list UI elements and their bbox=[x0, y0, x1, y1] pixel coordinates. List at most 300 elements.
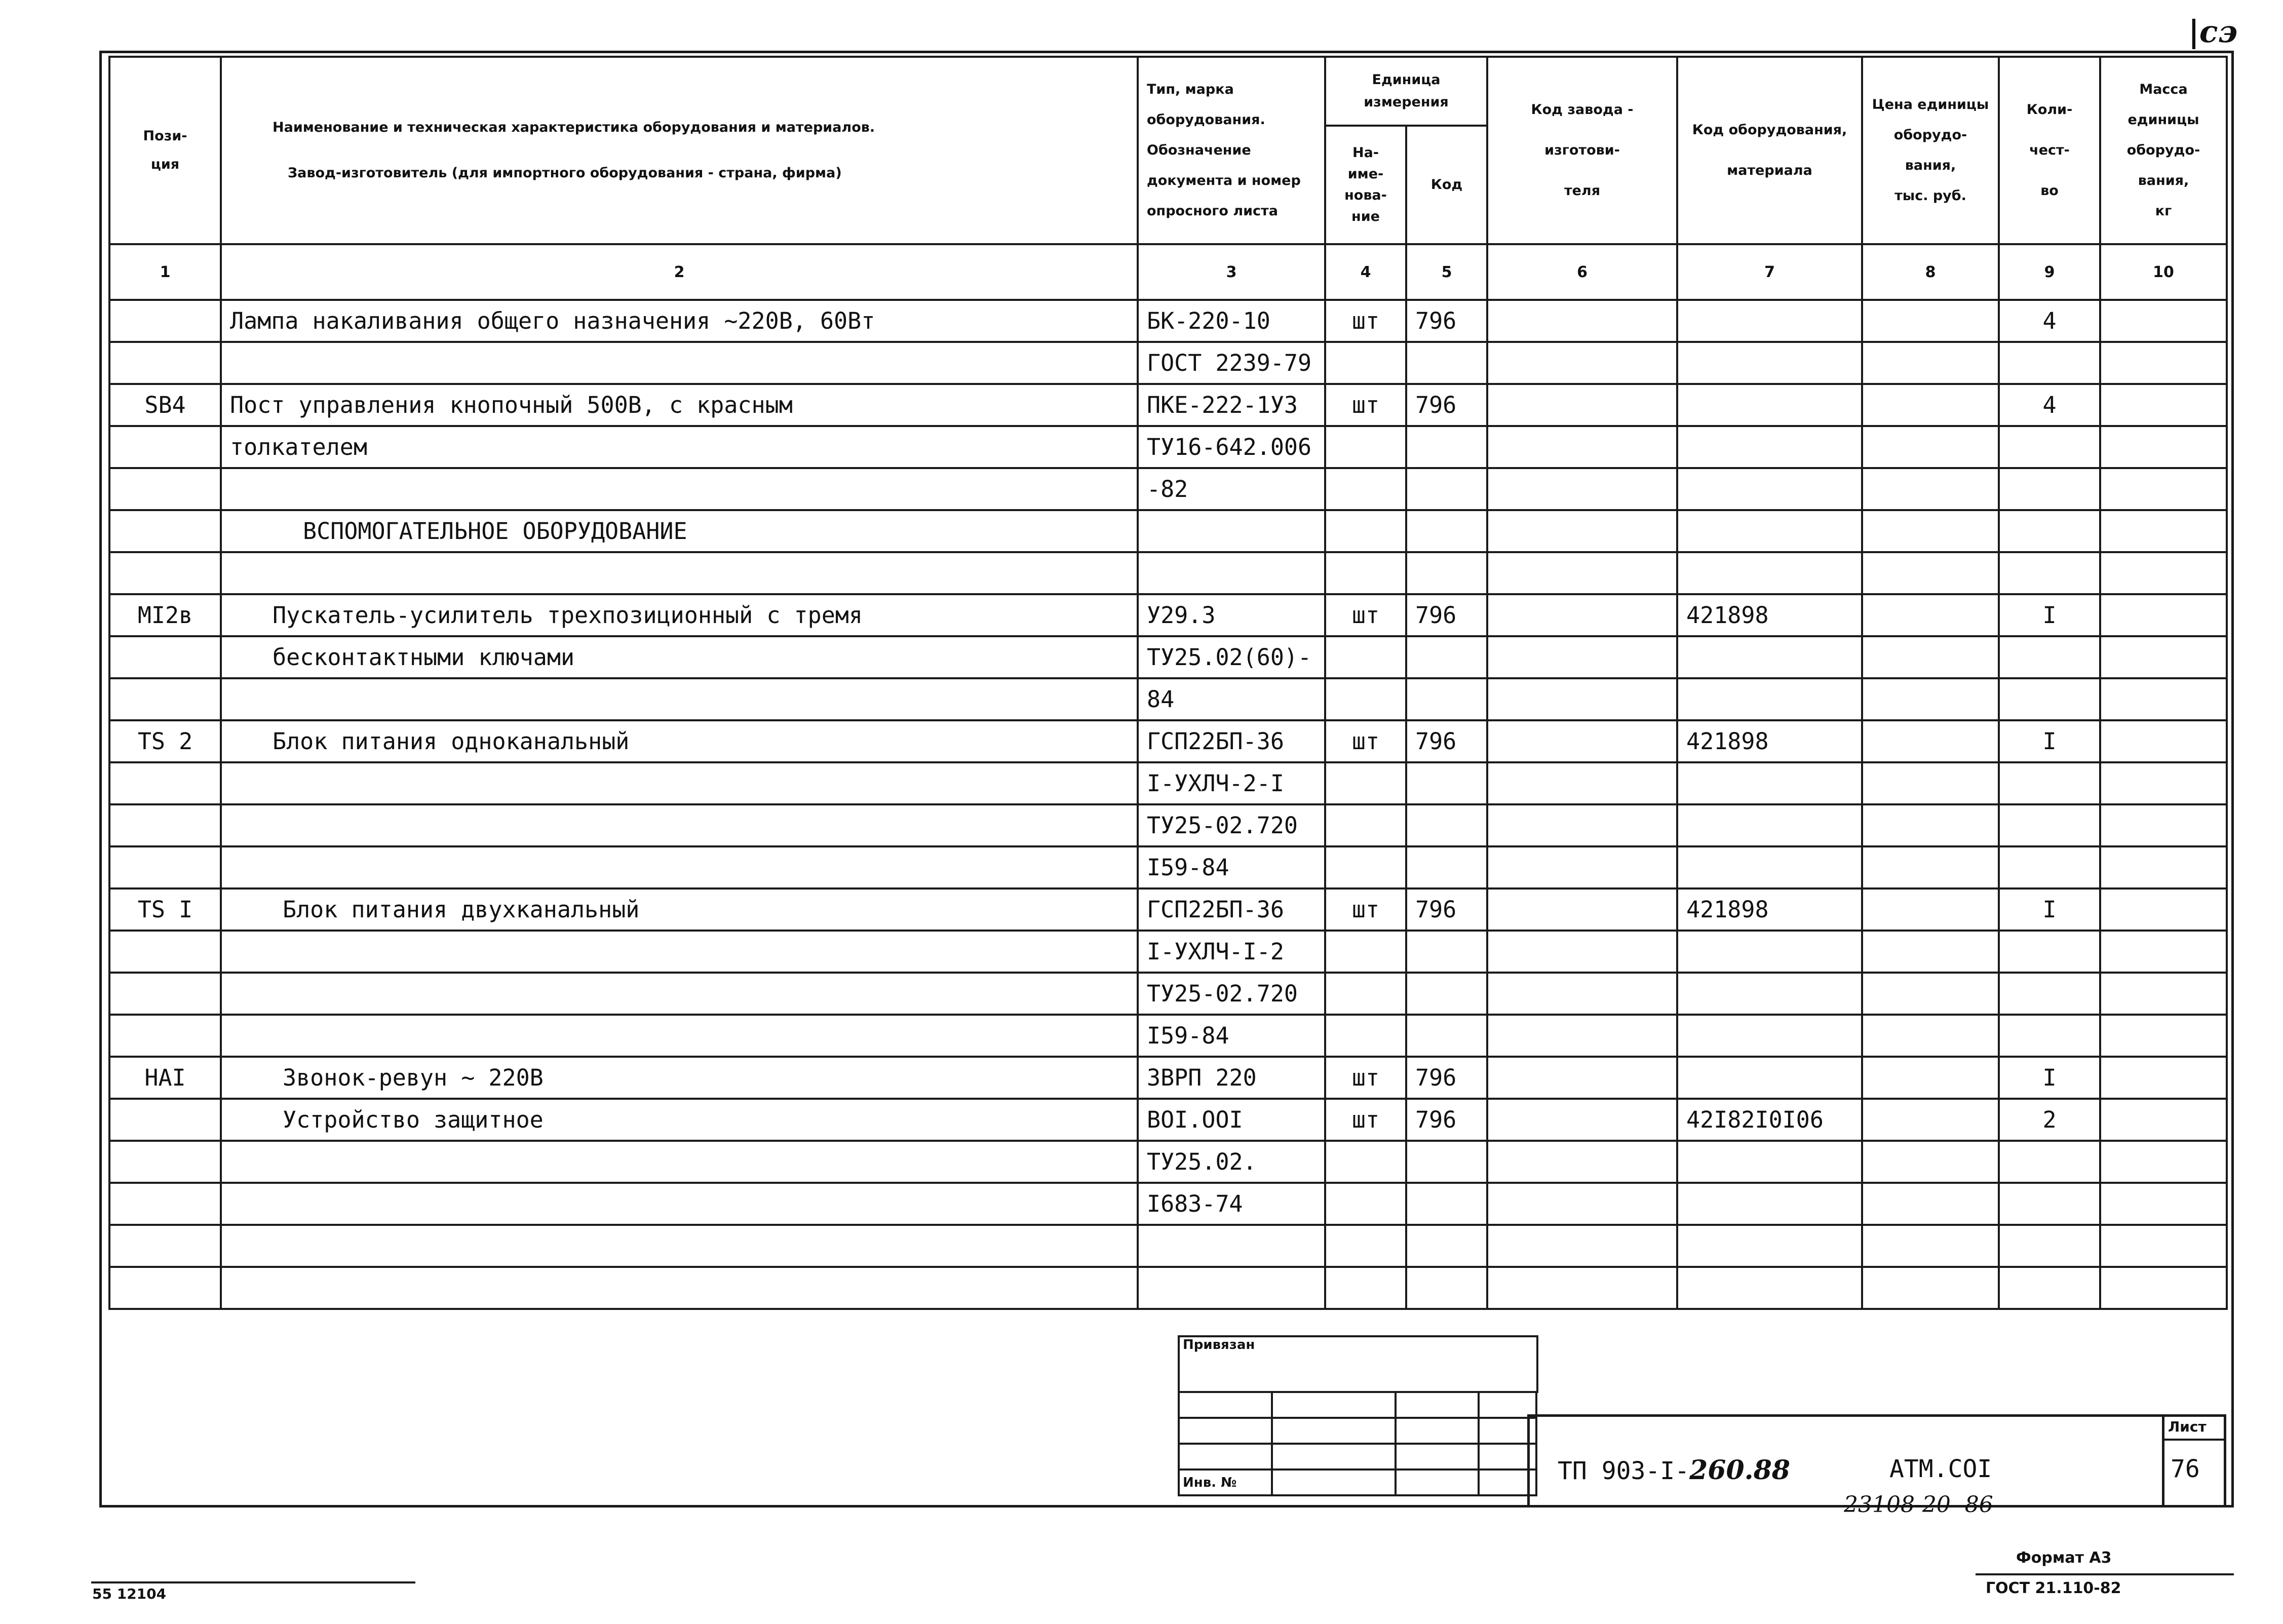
cell-position bbox=[109, 931, 221, 973]
header-equipment-code: Код оборудования, материала bbox=[1677, 57, 1862, 244]
cell-maker-code bbox=[1487, 1225, 1677, 1267]
header-unit-code: Код bbox=[1406, 126, 1487, 244]
cell-type: ТУ25.02(60)- bbox=[1138, 636, 1325, 678]
cell-unit bbox=[1325, 1267, 1406, 1309]
cell-position bbox=[109, 678, 221, 720]
cell-unit bbox=[1325, 846, 1406, 888]
cell-quantity bbox=[1999, 973, 2100, 1015]
header-quantity: Коли- чест- во bbox=[1999, 57, 2100, 244]
document-id: АТМ.СОI bbox=[1889, 1455, 1992, 1483]
cell-quantity bbox=[1999, 846, 2100, 888]
cell-position bbox=[109, 1015, 221, 1057]
cell-price bbox=[1862, 1225, 1999, 1267]
cell-unit-code bbox=[1406, 762, 1487, 804]
cell-price bbox=[1862, 1099, 1999, 1141]
cell-name bbox=[221, 846, 1138, 888]
cell-mass bbox=[2100, 468, 2227, 510]
cell-quantity bbox=[1999, 678, 2100, 720]
table-row bbox=[109, 426, 2227, 468]
cell-type: ТУ25-02.720 bbox=[1138, 973, 1325, 1015]
cell-quantity: 4 bbox=[1999, 384, 2100, 426]
cell-equipment-code bbox=[1677, 1141, 1862, 1183]
cell-quantity bbox=[1999, 468, 2100, 510]
cell-quantity bbox=[1999, 931, 2100, 973]
cell-maker-code bbox=[1487, 300, 1677, 342]
cell-position bbox=[109, 342, 221, 384]
cell-unit: шт bbox=[1325, 384, 1406, 426]
table-row bbox=[109, 804, 2227, 846]
inventory-label: Инв. № bbox=[1183, 1475, 1237, 1490]
cell-maker-code bbox=[1487, 762, 1677, 804]
cell-type: ТУ25-02.720 bbox=[1138, 804, 1325, 846]
header-maker-code: Код завода - изготови- теля bbox=[1487, 57, 1677, 244]
cell-mass bbox=[2100, 931, 2227, 973]
cell-mass bbox=[2100, 636, 2227, 678]
cell-name: бесконтактными ключами bbox=[221, 636, 1138, 678]
cell-mass bbox=[2100, 1057, 2227, 1099]
header-position: Пози- ция bbox=[109, 57, 221, 244]
cell-position bbox=[109, 762, 221, 804]
cell-price bbox=[1862, 384, 1999, 426]
cell-maker-code bbox=[1487, 846, 1677, 888]
cell-unit-code: 796 bbox=[1406, 1057, 1487, 1099]
cell-quantity bbox=[1999, 510, 2100, 552]
table-row bbox=[109, 342, 2227, 384]
cell-unit-code: 796 bbox=[1406, 888, 1487, 931]
cell-unit-code bbox=[1406, 552, 1487, 594]
cell-name: Звонок-ревун ~ 220В bbox=[221, 1057, 1138, 1099]
cell-equipment-code bbox=[1677, 1015, 1862, 1057]
cell-mass bbox=[2100, 846, 2227, 888]
cell-position bbox=[109, 426, 221, 468]
cell-mass bbox=[2100, 973, 2227, 1015]
cell-price bbox=[1862, 1267, 1999, 1309]
cell-quantity bbox=[1999, 1225, 2100, 1267]
cell-quantity bbox=[1999, 1141, 2100, 1183]
cell-unit-code: 796 bbox=[1406, 720, 1487, 762]
column-number: 1 bbox=[109, 244, 221, 300]
cell-type: ГСП22БП-36 bbox=[1138, 888, 1325, 931]
cell-equipment-code bbox=[1677, 1225, 1862, 1267]
cell-maker-code bbox=[1487, 1183, 1677, 1225]
cell-maker-code bbox=[1487, 1141, 1677, 1183]
cell-unit bbox=[1325, 973, 1406, 1015]
cell-equipment-code bbox=[1677, 300, 1862, 342]
cell-position bbox=[109, 1141, 221, 1183]
cell-name bbox=[221, 931, 1138, 973]
cell-mass bbox=[2100, 300, 2227, 342]
cell-unit bbox=[1325, 426, 1406, 468]
cell-type bbox=[1138, 510, 1325, 552]
column-number: 7 bbox=[1677, 244, 1862, 300]
table-row bbox=[109, 300, 2227, 342]
cell-price bbox=[1862, 973, 1999, 1015]
cell-equipment-code bbox=[1677, 468, 1862, 510]
cell-unit-code bbox=[1406, 1225, 1487, 1267]
cell-type: BOI.OOI bbox=[1138, 1099, 1325, 1141]
column-number: 2 bbox=[221, 244, 1138, 300]
header-price: Цена единицы оборудо- вания, тыс. руб. bbox=[1862, 57, 1999, 244]
cell-mass bbox=[2100, 762, 2227, 804]
cell-unit: шт bbox=[1325, 1057, 1406, 1099]
cell-mass bbox=[2100, 384, 2227, 426]
cell-equipment-code: 421898 bbox=[1677, 594, 1862, 636]
table-row bbox=[109, 468, 2227, 510]
cell-name bbox=[221, 1141, 1138, 1183]
cell-type: 84 bbox=[1138, 678, 1325, 720]
cell-mass bbox=[2100, 1099, 2227, 1141]
cell-equipment-code bbox=[1677, 678, 1862, 720]
cell-mass bbox=[2100, 510, 2227, 552]
cell-maker-code bbox=[1487, 384, 1677, 426]
table-row bbox=[109, 1015, 2227, 1057]
cell-price bbox=[1862, 846, 1999, 888]
cell-price bbox=[1862, 594, 1999, 636]
cell-mass bbox=[2100, 1267, 2227, 1309]
cell-maker-code bbox=[1487, 973, 1677, 1015]
cell-name bbox=[221, 468, 1138, 510]
cell-mass bbox=[2100, 1225, 2227, 1267]
cell-position bbox=[109, 804, 221, 846]
cell-quantity: I bbox=[1999, 1057, 2100, 1099]
cell-type bbox=[1138, 1267, 1325, 1309]
cell-price bbox=[1862, 1141, 1999, 1183]
cell-type: I-УХЛЧ-I-2 bbox=[1138, 931, 1325, 973]
cell-unit-code bbox=[1406, 1015, 1487, 1057]
header-type: Тип, марка оборудования. Обозначение документа и номер опросного листа bbox=[1138, 57, 1325, 244]
cell-price bbox=[1862, 468, 1999, 510]
cell-price bbox=[1862, 762, 1999, 804]
cell-price bbox=[1862, 720, 1999, 762]
cell-equipment-code bbox=[1677, 762, 1862, 804]
cell-unit bbox=[1325, 636, 1406, 678]
cell-maker-code bbox=[1487, 594, 1677, 636]
cell-unit bbox=[1325, 1225, 1406, 1267]
cell-quantity bbox=[1999, 804, 2100, 846]
cell-position bbox=[109, 510, 221, 552]
cell-quantity: 2 bbox=[1999, 1099, 2100, 1141]
cell-maker-code bbox=[1487, 342, 1677, 384]
cell-quantity bbox=[1999, 762, 2100, 804]
cell-unit bbox=[1325, 1015, 1406, 1057]
cell-unit bbox=[1325, 342, 1406, 384]
cell-equipment-code bbox=[1677, 846, 1862, 888]
cell-equipment-code: 421898 bbox=[1677, 720, 1862, 762]
cell-position: TS 2 bbox=[109, 720, 221, 762]
cell-type: ТУ25.02. bbox=[1138, 1141, 1325, 1183]
table-row bbox=[109, 1099, 2227, 1141]
archive-number: 23108-20 86 bbox=[1844, 1492, 1993, 1518]
cell-mass bbox=[2100, 804, 2227, 846]
cell-maker-code bbox=[1487, 1057, 1677, 1099]
cell-unit bbox=[1325, 510, 1406, 552]
cell-price bbox=[1862, 342, 1999, 384]
cell-price bbox=[1862, 426, 1999, 468]
column-number: 6 bbox=[1487, 244, 1677, 300]
cell-unit-code bbox=[1406, 468, 1487, 510]
table-row bbox=[109, 1141, 2227, 1183]
cell-equipment-code bbox=[1677, 1183, 1862, 1225]
table-row bbox=[109, 720, 2227, 762]
table-row bbox=[109, 510, 2227, 552]
cell-position: HAI bbox=[109, 1057, 221, 1099]
cell-unit bbox=[1325, 1183, 1406, 1225]
cell-type: БК-220-10 bbox=[1138, 300, 1325, 342]
cell-price bbox=[1862, 300, 1999, 342]
cell-quantity: I bbox=[1999, 720, 2100, 762]
cell-equipment-code bbox=[1677, 510, 1862, 552]
cell-mass bbox=[2100, 1141, 2227, 1183]
table-row bbox=[109, 1267, 2227, 1309]
document-code-prefix: ТП 903-I- bbox=[1558, 1457, 1690, 1485]
cell-unit-code bbox=[1406, 931, 1487, 973]
cell-type: ГОСТ 2239-79 bbox=[1138, 342, 1325, 384]
cell-name bbox=[221, 1183, 1138, 1225]
cell-equipment-code: 42I82I0I06 bbox=[1677, 1099, 1862, 1141]
cell-maker-code bbox=[1487, 1267, 1677, 1309]
header-unit-name: На- име- нова- ние bbox=[1325, 126, 1406, 244]
cell-position bbox=[109, 846, 221, 888]
cell-price bbox=[1862, 1183, 1999, 1225]
cell-unit bbox=[1325, 468, 1406, 510]
cell-type: ЗВРП 220 bbox=[1138, 1057, 1325, 1099]
cell-position bbox=[109, 552, 221, 594]
cell-name: Блок питания одноканальный bbox=[221, 720, 1138, 762]
cell-type: I683-74 bbox=[1138, 1183, 1325, 1225]
cell-price bbox=[1862, 678, 1999, 720]
cell-position: MI2в bbox=[109, 594, 221, 636]
table-row bbox=[109, 594, 2227, 636]
cell-position: TS I bbox=[109, 888, 221, 931]
cell-price bbox=[1862, 1057, 1999, 1099]
cell-quantity: I bbox=[1999, 888, 2100, 931]
column-number: 5 bbox=[1406, 244, 1487, 300]
cell-type bbox=[1138, 552, 1325, 594]
cell-equipment-code bbox=[1677, 973, 1862, 1015]
table-row bbox=[109, 762, 2227, 804]
cell-quantity bbox=[1999, 342, 2100, 384]
cell-position bbox=[109, 1183, 221, 1225]
cell-name bbox=[221, 804, 1138, 846]
cell-mass bbox=[2100, 426, 2227, 468]
cell-unit: шт bbox=[1325, 300, 1406, 342]
cell-position bbox=[109, 1267, 221, 1309]
table-header bbox=[109, 57, 2227, 300]
cell-unit-code bbox=[1406, 973, 1487, 1015]
cell-type: У29.3 bbox=[1138, 594, 1325, 636]
cell-mass bbox=[2100, 1183, 2227, 1225]
cell-maker-code bbox=[1487, 636, 1677, 678]
cell-name: Пускатель-усилитель трехпозиционный с тремя bbox=[221, 594, 1138, 636]
cell-unit-code bbox=[1406, 1183, 1487, 1225]
cell-quantity bbox=[1999, 636, 2100, 678]
cell-name: Пост управления кнопочный 500В, с красным bbox=[221, 384, 1138, 426]
header-name-line2: Завод-изготовитель (для импортного оборудования - страна, фирма) bbox=[288, 165, 842, 181]
cell-name bbox=[221, 342, 1138, 384]
cell-maker-code bbox=[1487, 931, 1677, 973]
cell-name: толкателем bbox=[221, 426, 1138, 468]
column-number: 3 bbox=[1138, 244, 1325, 300]
cell-name: Блок питания двухканальный bbox=[221, 888, 1138, 931]
table-row bbox=[109, 846, 2227, 888]
cell-type: ГСП22БП-36 bbox=[1138, 720, 1325, 762]
cell-position bbox=[109, 636, 221, 678]
cell-position bbox=[109, 1225, 221, 1267]
approval-stamp bbox=[1178, 1335, 1538, 1496]
cell-type: ПКЕ-222-1У3 bbox=[1138, 384, 1325, 426]
column-number: 4 bbox=[1325, 244, 1406, 300]
column-number: 10 bbox=[2100, 244, 2227, 300]
cell-name bbox=[221, 678, 1138, 720]
cell-mass bbox=[2100, 678, 2227, 720]
cell-unit bbox=[1325, 804, 1406, 846]
cell-unit: шт bbox=[1325, 720, 1406, 762]
cell-mass bbox=[2100, 1015, 2227, 1057]
cell-equipment-code: 421898 bbox=[1677, 888, 1862, 931]
cell-unit-code bbox=[1406, 342, 1487, 384]
table-row bbox=[109, 973, 2227, 1015]
cell-maker-code bbox=[1487, 468, 1677, 510]
cell-unit-code bbox=[1406, 636, 1487, 678]
cell-type bbox=[1138, 1225, 1325, 1267]
cell-position bbox=[109, 300, 221, 342]
column-number: 8 bbox=[1862, 244, 1999, 300]
cell-position bbox=[109, 468, 221, 510]
table-row bbox=[109, 888, 2227, 931]
cell-maker-code bbox=[1487, 804, 1677, 846]
cell-unit-code: 796 bbox=[1406, 1099, 1487, 1141]
cell-equipment-code bbox=[1677, 636, 1862, 678]
cell-position bbox=[109, 973, 221, 1015]
table-row bbox=[109, 1057, 2227, 1099]
table-row bbox=[109, 931, 2227, 973]
column-numbers-row bbox=[109, 244, 2227, 300]
cell-maker-code bbox=[1487, 426, 1677, 468]
linked-label: Привязан bbox=[1183, 1337, 1255, 1352]
cell-unit-code bbox=[1406, 1267, 1487, 1309]
cell-mass bbox=[2100, 720, 2227, 762]
cell-unit bbox=[1325, 678, 1406, 720]
cell-unit: шт bbox=[1325, 1099, 1406, 1141]
header-name bbox=[221, 57, 1138, 244]
cell-unit: шт bbox=[1325, 594, 1406, 636]
cell-equipment-code bbox=[1677, 804, 1862, 846]
cell-unit-code bbox=[1406, 426, 1487, 468]
sheet-label: Лист bbox=[2168, 1418, 2207, 1435]
cell-type: I-УХЛЧ-2-I bbox=[1138, 762, 1325, 804]
cell-quantity bbox=[1999, 426, 2100, 468]
cell-name bbox=[221, 1267, 1138, 1309]
cell-mass bbox=[2100, 552, 2227, 594]
cell-maker-code bbox=[1487, 678, 1677, 720]
cell-position bbox=[109, 1099, 221, 1141]
cell-unit-code: 796 bbox=[1406, 300, 1487, 342]
cell-maker-code bbox=[1487, 720, 1677, 762]
left-code: 55 12104 bbox=[92, 1586, 167, 1602]
cell-unit-code bbox=[1406, 804, 1487, 846]
table-row bbox=[109, 1225, 2227, 1267]
cell-price bbox=[1862, 636, 1999, 678]
cell-maker-code bbox=[1487, 552, 1677, 594]
cell-name bbox=[221, 762, 1138, 804]
header-mass: Масса единицы оборудо- вания, кг bbox=[2100, 57, 2227, 244]
cell-unit-code: 796 bbox=[1406, 384, 1487, 426]
cell-equipment-code bbox=[1677, 384, 1862, 426]
cell-price bbox=[1862, 510, 1999, 552]
table-body bbox=[109, 300, 2227, 1309]
cell-unit-code bbox=[1406, 678, 1487, 720]
cell-quantity: 4 bbox=[1999, 300, 2100, 342]
cell-maker-code bbox=[1487, 1099, 1677, 1141]
table-row bbox=[109, 636, 2227, 678]
cell-unit-code: 796 bbox=[1406, 594, 1487, 636]
cell-name: ВСПОМОГАТЕЛЬНОЕ ОБОРУДОВАНИЕ bbox=[221, 510, 1138, 552]
cell-maker-code bbox=[1487, 1015, 1677, 1057]
cell-quantity bbox=[1999, 1267, 2100, 1309]
cell-quantity bbox=[1999, 1015, 2100, 1057]
cell-equipment-code bbox=[1677, 1267, 1862, 1309]
cell-unit-code bbox=[1406, 846, 1487, 888]
cell-quantity bbox=[1999, 1183, 2100, 1225]
cell-price bbox=[1862, 804, 1999, 846]
cell-price bbox=[1862, 552, 1999, 594]
cell-name: Устройство защитное bbox=[221, 1099, 1138, 1141]
cell-equipment-code bbox=[1677, 552, 1862, 594]
column-number: 9 bbox=[1999, 244, 2100, 300]
cell-maker-code bbox=[1487, 510, 1677, 552]
cell-maker-code bbox=[1487, 888, 1677, 931]
cell-price bbox=[1862, 1015, 1999, 1057]
corner-mark: |cэ bbox=[2188, 14, 2238, 50]
document-code bbox=[1558, 1455, 1790, 1486]
cell-price bbox=[1862, 888, 1999, 931]
sheet-number: 76 bbox=[2171, 1455, 2200, 1483]
table-row bbox=[109, 678, 2227, 720]
cell-mass bbox=[2100, 594, 2227, 636]
format-label: Формат А3 bbox=[2016, 1549, 2112, 1567]
cell-mass bbox=[2100, 342, 2227, 384]
cell-unit-code bbox=[1406, 1141, 1487, 1183]
document-code-handwritten: 260.88 bbox=[1689, 1455, 1791, 1486]
cell-equipment-code bbox=[1677, 342, 1862, 384]
specification-table bbox=[108, 56, 2228, 1310]
table-row bbox=[109, 1183, 2227, 1225]
cell-unit bbox=[1325, 1141, 1406, 1183]
cell-equipment-code bbox=[1677, 426, 1862, 468]
cell-price bbox=[1862, 931, 1999, 973]
table-row bbox=[109, 552, 2227, 594]
header-unit: Единица измерения bbox=[1325, 57, 1487, 126]
cell-type: ТУ16-642.006 bbox=[1138, 426, 1325, 468]
gost-label: ГОСТ 21.110-82 bbox=[1986, 1579, 2121, 1597]
cell-type: -82 bbox=[1138, 468, 1325, 510]
cell-type: I59-84 bbox=[1138, 846, 1325, 888]
cell-name bbox=[221, 552, 1138, 594]
cell-position: SB4 bbox=[109, 384, 221, 426]
cell-mass bbox=[2100, 888, 2227, 931]
cell-equipment-code bbox=[1677, 931, 1862, 973]
cell-unit bbox=[1325, 552, 1406, 594]
cell-unit bbox=[1325, 762, 1406, 804]
cell-name bbox=[221, 1225, 1138, 1267]
cell-quantity bbox=[1999, 552, 2100, 594]
cell-name: Лампа накаливания общего назначения ~220В, 60Вт bbox=[221, 300, 1138, 342]
cell-unit bbox=[1325, 931, 1406, 973]
cell-type: I59-84 bbox=[1138, 1015, 1325, 1057]
cell-name bbox=[221, 1015, 1138, 1057]
cell-name bbox=[221, 973, 1138, 1015]
cell-equipment-code bbox=[1677, 1057, 1862, 1099]
